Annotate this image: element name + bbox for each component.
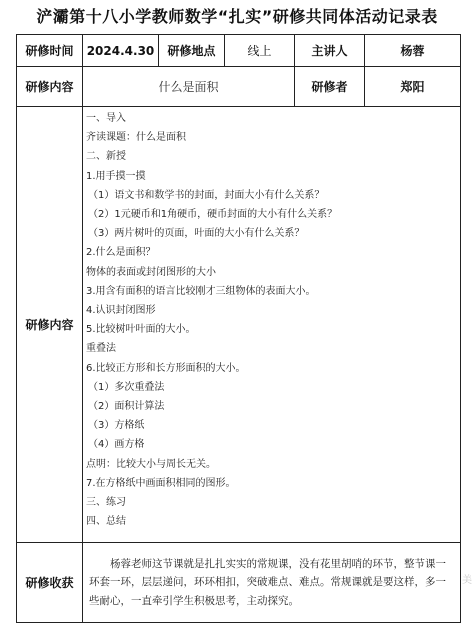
content-line: （4）画方格 [88,439,145,451]
harvest-label: 研修收获 [17,543,83,623]
researcher-value: 郑阳 [365,67,461,107]
content-line: （3）两片树叶的页面，叶面的大小有什么关系？ [88,228,305,240]
content-line: 1.用手摸一摸 [86,170,146,182]
row-content-detail [17,107,461,543]
page-title: 浐灞第十八小学教师数学“扎实”研修共同体活动记录表 [36,7,438,26]
content-line: 3.用含有面积的语言比较刚才三组物体的表面大小。 [86,285,316,297]
content-line: （3）方格纸 [88,420,145,432]
row-harvest [17,543,461,623]
content-line: （2）1元硬币和1角硬币，硬币封面的大小有什么关系？ [88,209,338,221]
content-line: 一、导入 [86,113,126,124]
content-line: 点明：比较大小与周长无关。 [86,458,216,470]
harvest-cell [83,543,461,623]
harvest-text: 杨蓉老师这节课就是扎扎实实的常规课，没有花里胡哨的环节，整节课一环套一环，层层递问，环环相扣，突破难点、难点。常规课就是要这样，多一些耐心，一直牵引学生积极思考，主动探究。 [89,557,446,607]
content-line: （1）语文书和数学书的封面，封面大小有什么关系？ [88,189,325,201]
watermark: 美 [462,575,472,586]
place-value: 线上 [225,35,295,67]
content-line: 物体的表面或封闭图形的大小 [86,266,216,278]
content-detail [83,107,461,543]
content-line: 5.比较树叶叶面的大小。 [86,324,196,336]
content-line: 二、新授 [86,151,126,163]
record-table [16,34,461,623]
content-line: 三、练习 [86,497,126,509]
content-label: 研修内容 [17,67,83,107]
content-line: （2）面积计算法 [88,401,165,413]
place-label: 研修地点 [159,35,225,67]
content-line: 四、总结 [86,516,126,528]
speaker-label: 主讲人 [295,35,365,67]
row-content-summary [17,67,461,107]
content-line: （1）多次重叠法 [88,381,165,393]
time-value: 2024.4.30 [83,35,159,67]
content-line: 齐读课题：什么是面积 [86,132,186,144]
content-line: 2.什么是面积？ [86,247,156,259]
content-line: 4.认识封闭图形 [86,305,156,317]
content-detail-label: 研修内容 [17,107,83,543]
row-time-place [17,35,461,67]
content-value: 什么是面积 [83,67,295,107]
content-line: 6.比较正方形和长方形面积的大小。 [86,362,246,374]
content-line: 重叠法 [86,343,116,355]
speaker-value: 杨蓉 [365,35,461,67]
researcher-label: 研修者 [295,67,365,107]
content-line: 7.在方格纸中画面积相同的图形。 [86,477,236,489]
time-label: 研修时间 [17,35,83,67]
